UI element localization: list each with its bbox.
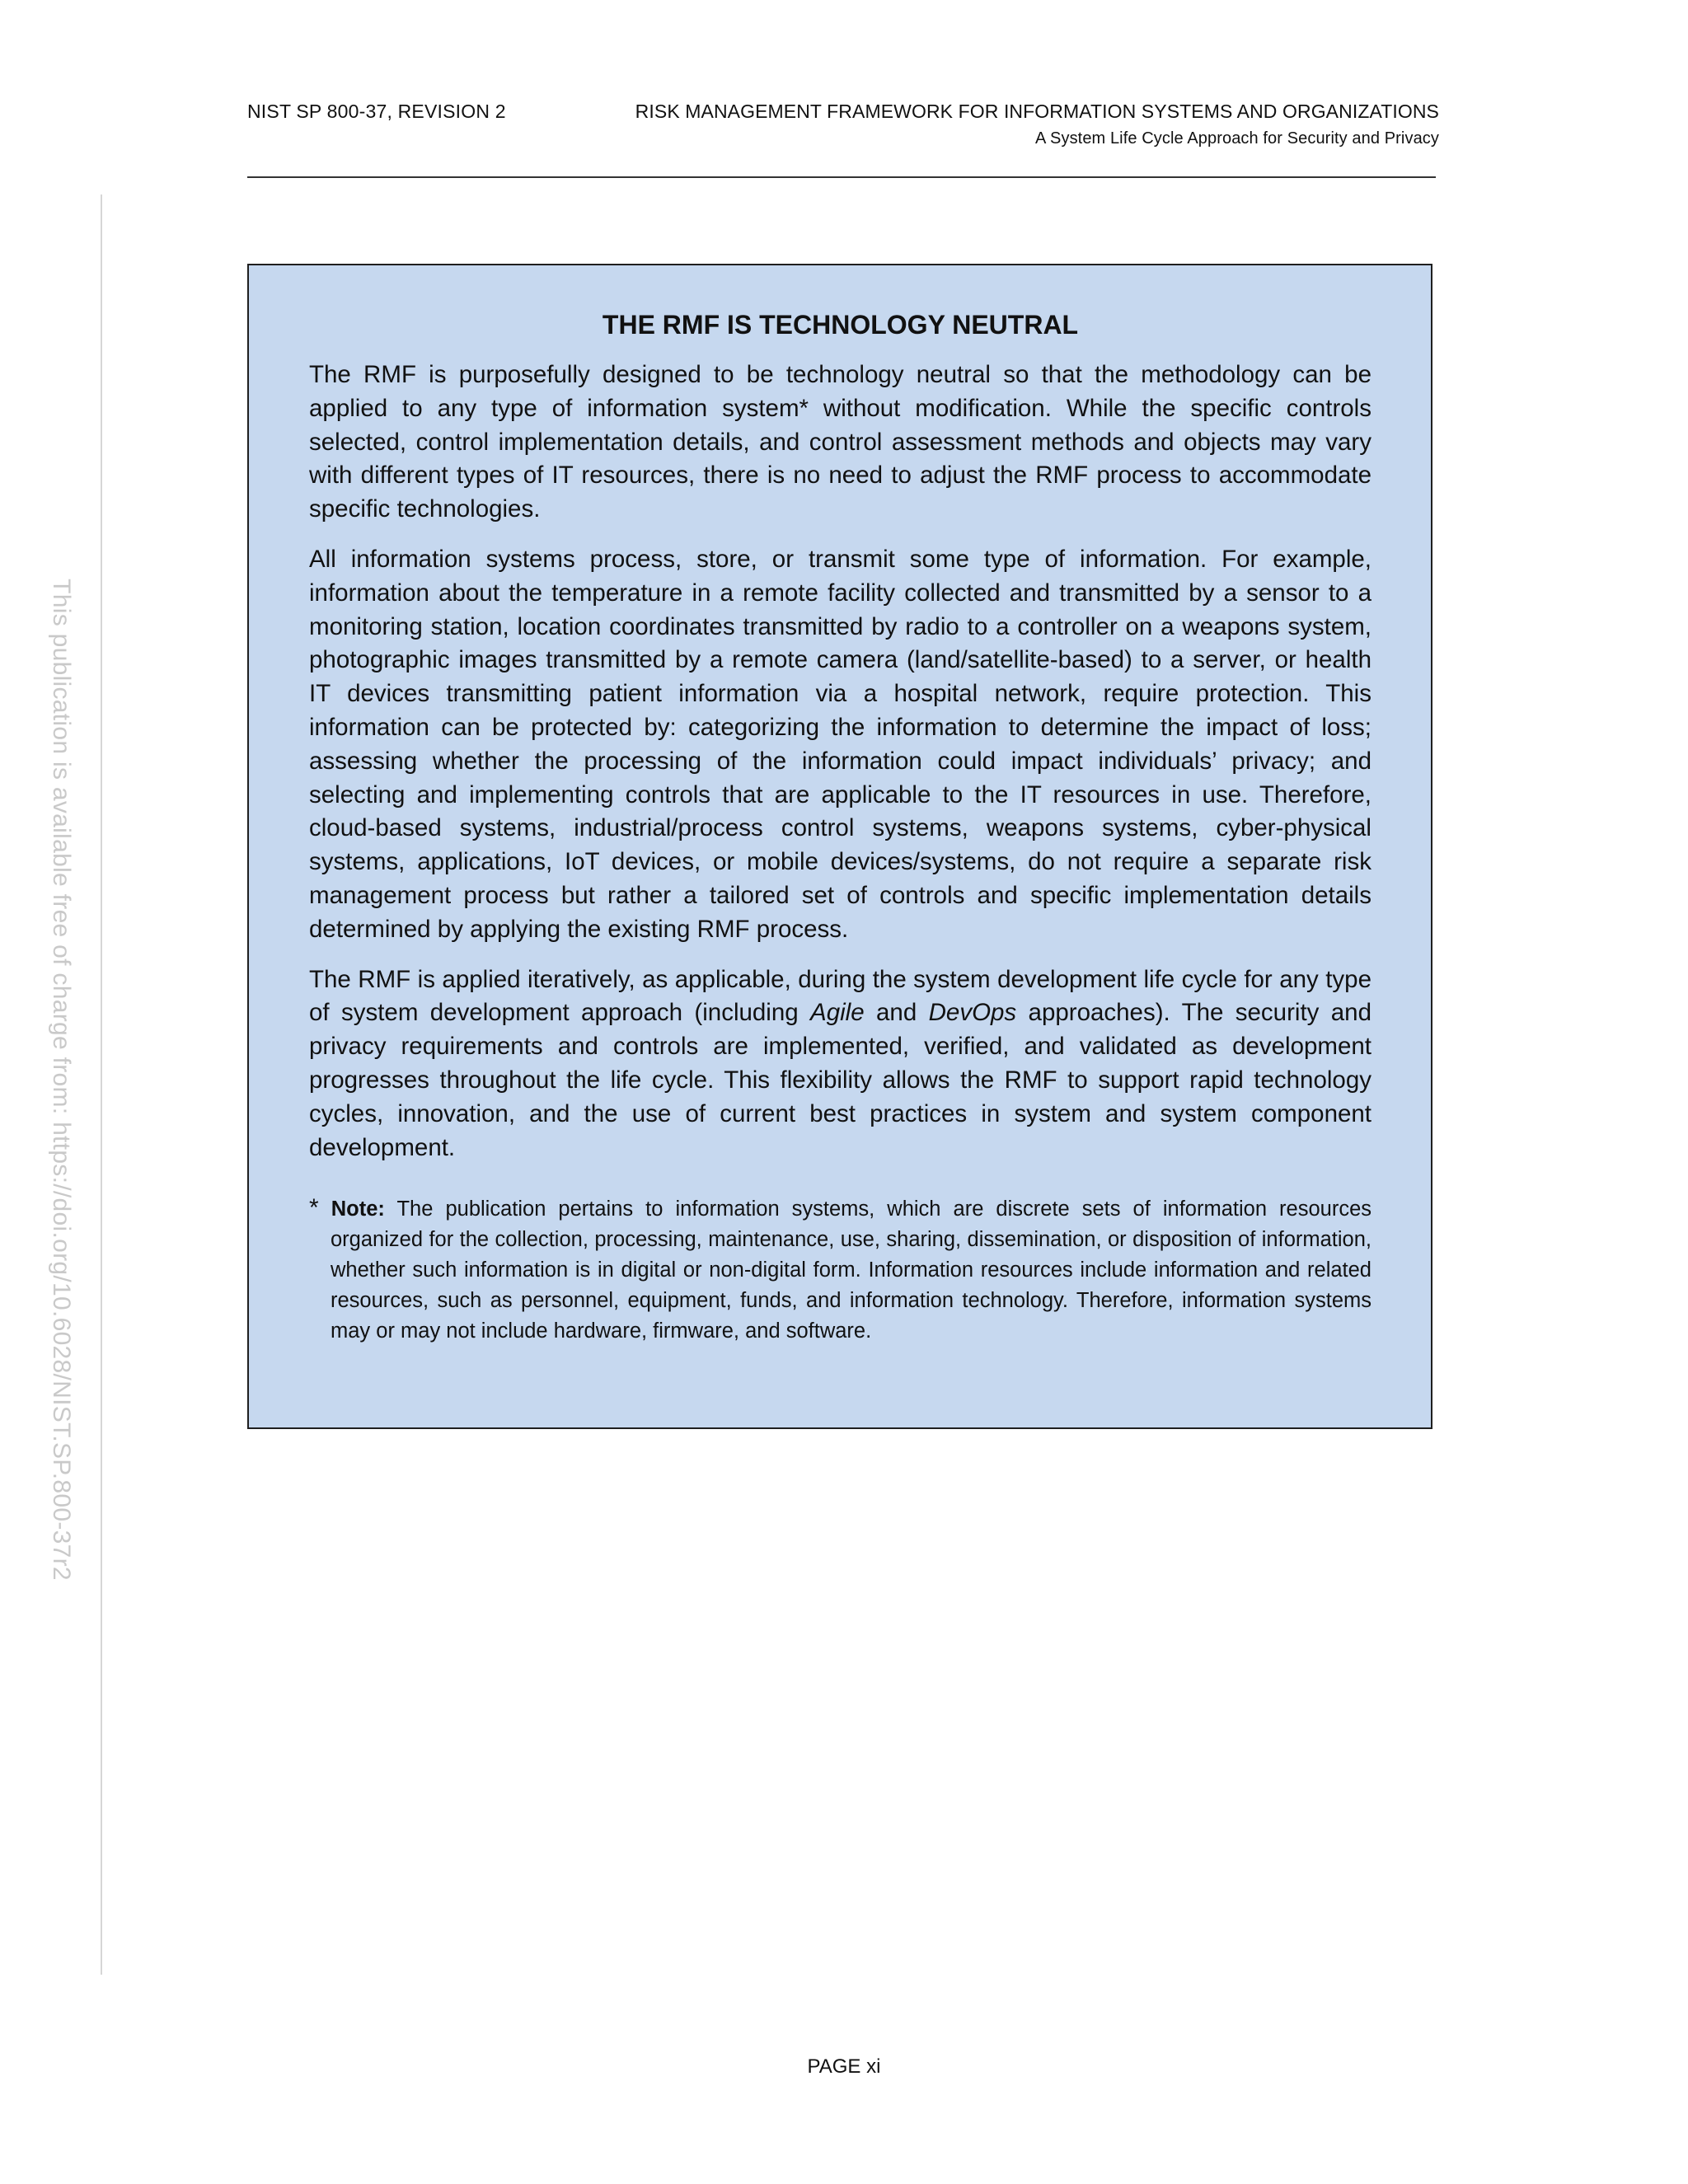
paragraph-3-text-c: approaches). The security and privacy requirements and controls are implemented, verified, and validated as development progresses throughout the life cycle. This flexibility allows the RMF to support rapid technology cycles, innovation, and the use of current best practices in system and system component development. (309, 999, 1372, 1161)
footnote (309, 1193, 1372, 1347)
document-title: RISK MANAGEMENT FRAMEWORK FOR INFORMATION SYSTEMS AND ORGANIZATIONS (635, 101, 1439, 122)
callout-title: THE RMF IS TECHNOLOGY NEUTRAL (602, 310, 1079, 340)
footnote-text: The publication pertains to information systems, which are discrete sets of information resources organized for the collection, processing, maintenance, use, sharing, dissemination, or disposition of information, whether such information is in digital or non-digital form. Information resources include information and related resources, such as personnel, equipment, funds, and information technology. Therefore, information systems may or may not include hardware, firmware, and software. (331, 1197, 1372, 1343)
document-subtitle: A System Life Cycle Approach for Security and Privacy (1035, 129, 1439, 148)
sidebar-divider (101, 194, 102, 1975)
agile-term: Agile (810, 999, 865, 1027)
paragraph-3-text-a: The RMF is applied iteratively, as applicable, during the system development life cycle for any type of system development approach (including (309, 965, 1372, 1027)
callout-paragraph-2: All information systems process, store, or transmit some type of information. For example, information about the temperature in a remote facility collected and transmitted by a sensor to a monitoring station, location coordinates transmitted by radio to a controller on a weapons system, photographic images transmitted by a remote camera (land/satellite-based) to a server, or health IT devices transmitting patient information via a hospital network, require protection. This information can be protected by: categorizing the information to determine the impact of loss; assessing whether the processing of the information could impact individuals’ privacy; and selecting and implementing controls that are applicable to the IT resources in use. Therefore, cloud-based systems, industrial/process control systems, weapons systems, cyber-physical systems, applications, IoT devices, or mobile devices/systems, do not require a separate risk management process but rather a tailored set of controls and specific implementation details determined by applying the existing RMF process. (309, 545, 1372, 943)
document-id: NIST SP 800-37, REVISION 2 (247, 101, 506, 122)
callout-box (247, 264, 1432, 1429)
running-header (635, 101, 1439, 148)
availability-notice: This publication is available free of charge from: https://doi.org/10.6028/NIST.SP.800-37r2 (48, 579, 75, 1581)
devops-term: DevOps (928, 999, 1017, 1027)
footnote-label: Note: (331, 1197, 385, 1221)
header-divider (247, 176, 1436, 178)
footnote-marker: * (309, 1194, 319, 1222)
paragraph-3-text-b: and (864, 999, 929, 1027)
callout-paragraph-3 (309, 963, 1372, 1165)
page-number: PAGE xi (807, 2055, 881, 2078)
callout-paragraph-1: The RMF is purposefully designed to be technology neutral so that the methodology can be applied to any type of information system* without modification. While the specific controls selected, control implementation details, and control assessment methods and objects may vary with different types of IT resources, there is no need to adjust the RMF process to accommodate specific technologies. (309, 361, 1372, 523)
